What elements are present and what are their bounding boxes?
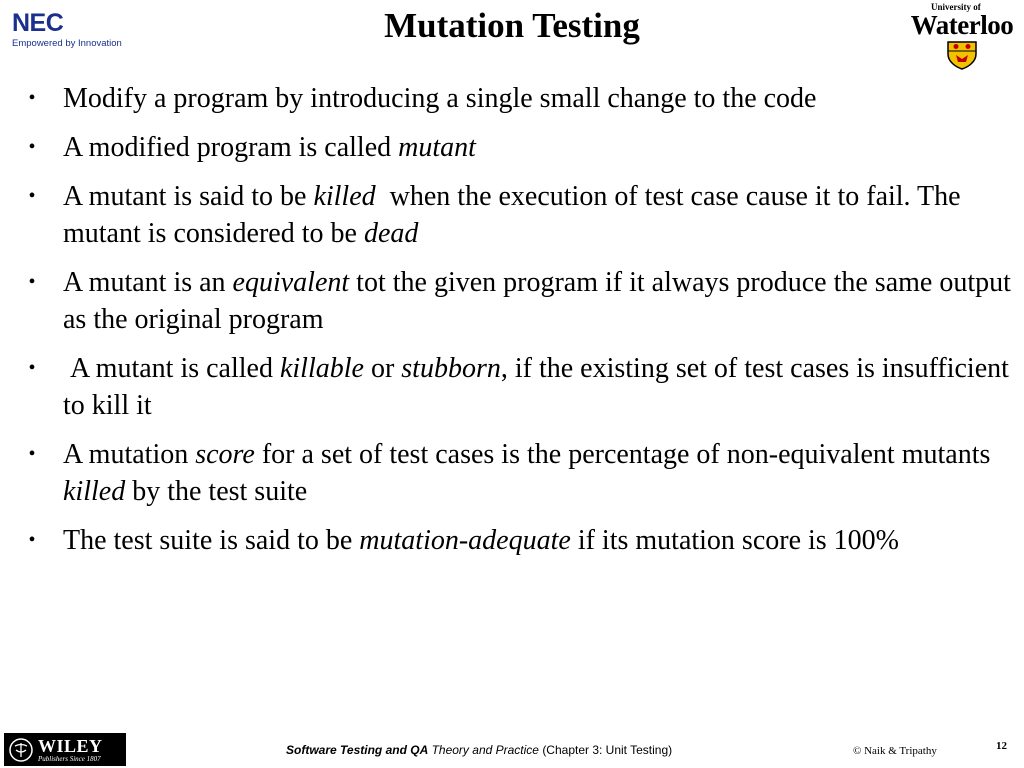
bullet-item [26,80,1011,117]
footer-book-info [286,743,672,757]
bullet-emphasis: stubborn [401,353,501,384]
bullet-item [26,264,1018,338]
waterloo-crest-icon [946,40,978,70]
bullet-text: The test suite is said to be [63,525,360,556]
bullet-emphasis: killed [313,181,376,212]
bullet-emphasis: dead [363,218,419,249]
bullet-text: when the execution of test case cause it to fail. The mutant is considered to be [63,181,968,249]
slide-title: Mutation Testing [384,6,640,45]
bullet-item [26,129,1011,166]
bullet-text: A mutation [63,439,196,470]
bullet-text: A mutant is said to be [63,181,314,212]
bullet-item [26,436,1011,510]
bullet-emphasis: mutant [398,132,476,163]
bullet-dot-icon: • [28,185,36,207]
bullet-text: tot the given program if it always produce the same output as the original program [63,267,1018,335]
bullet-emphasis: mutation-adequate [359,525,571,556]
bullet-emphasis: killed [63,476,126,507]
bullet-item [26,522,1011,559]
bullet-item [26,350,1011,424]
wiley-logo-tagline: Publishers Since 1807 [38,754,101,763]
bullet-dot-icon: • [28,529,36,551]
waterloo-logo-small-text: University of [931,2,981,12]
wiley-logo [4,733,126,766]
bullet-text: or [363,353,402,384]
waterloo-logo-big-text: Waterloo [910,10,1014,40]
bullet-text: A mutant is called [63,353,280,384]
bullet-dot-icon: • [28,443,36,465]
footer-copyright: © Naik & Tripathy [853,745,937,757]
bullet-dot-icon: • [28,357,36,379]
bullet-text: , if the existing set of test cases is insufficient to kill it [63,353,1009,421]
footer-subtitle: Theory and Practice [428,743,543,757]
nec-logo-tagline: Empowered by Innovation [12,38,122,49]
bullet-text: for a set of test cases is the percentage of non-equivalent mutants [254,439,998,470]
waterloo-logo [903,2,1021,70]
wiley-logo-name: WILEY [38,735,103,756]
footer-book-title: Software Testing and QA [286,743,429,757]
bullet-text: A modified program is called [63,132,399,163]
bullet-dot-icon: • [28,87,36,109]
wiley-emblem-icon [8,737,34,763]
bullet-text: by the test suite [125,476,308,507]
bullet-text: if its mutation score is 100% [570,525,900,556]
bullet-emphasis: killable [279,353,364,384]
bullet-text: A mutant is an [63,267,233,298]
bullet-text: Modify a program by introducing a single small change to the code [63,83,817,114]
footer-chapter: (Chapter 3: Unit Testing) [542,743,673,757]
bullet-emphasis: equivalent [232,267,350,298]
bullet-dot-icon: • [28,136,36,158]
bullet-dot-icon: • [28,271,36,293]
bullet-list [26,80,1018,571]
nec-logo-name: NEC [12,9,64,37]
bullet-emphasis: score [195,439,255,470]
bullet-item [26,178,1011,252]
page-number: 12 [996,740,1007,752]
